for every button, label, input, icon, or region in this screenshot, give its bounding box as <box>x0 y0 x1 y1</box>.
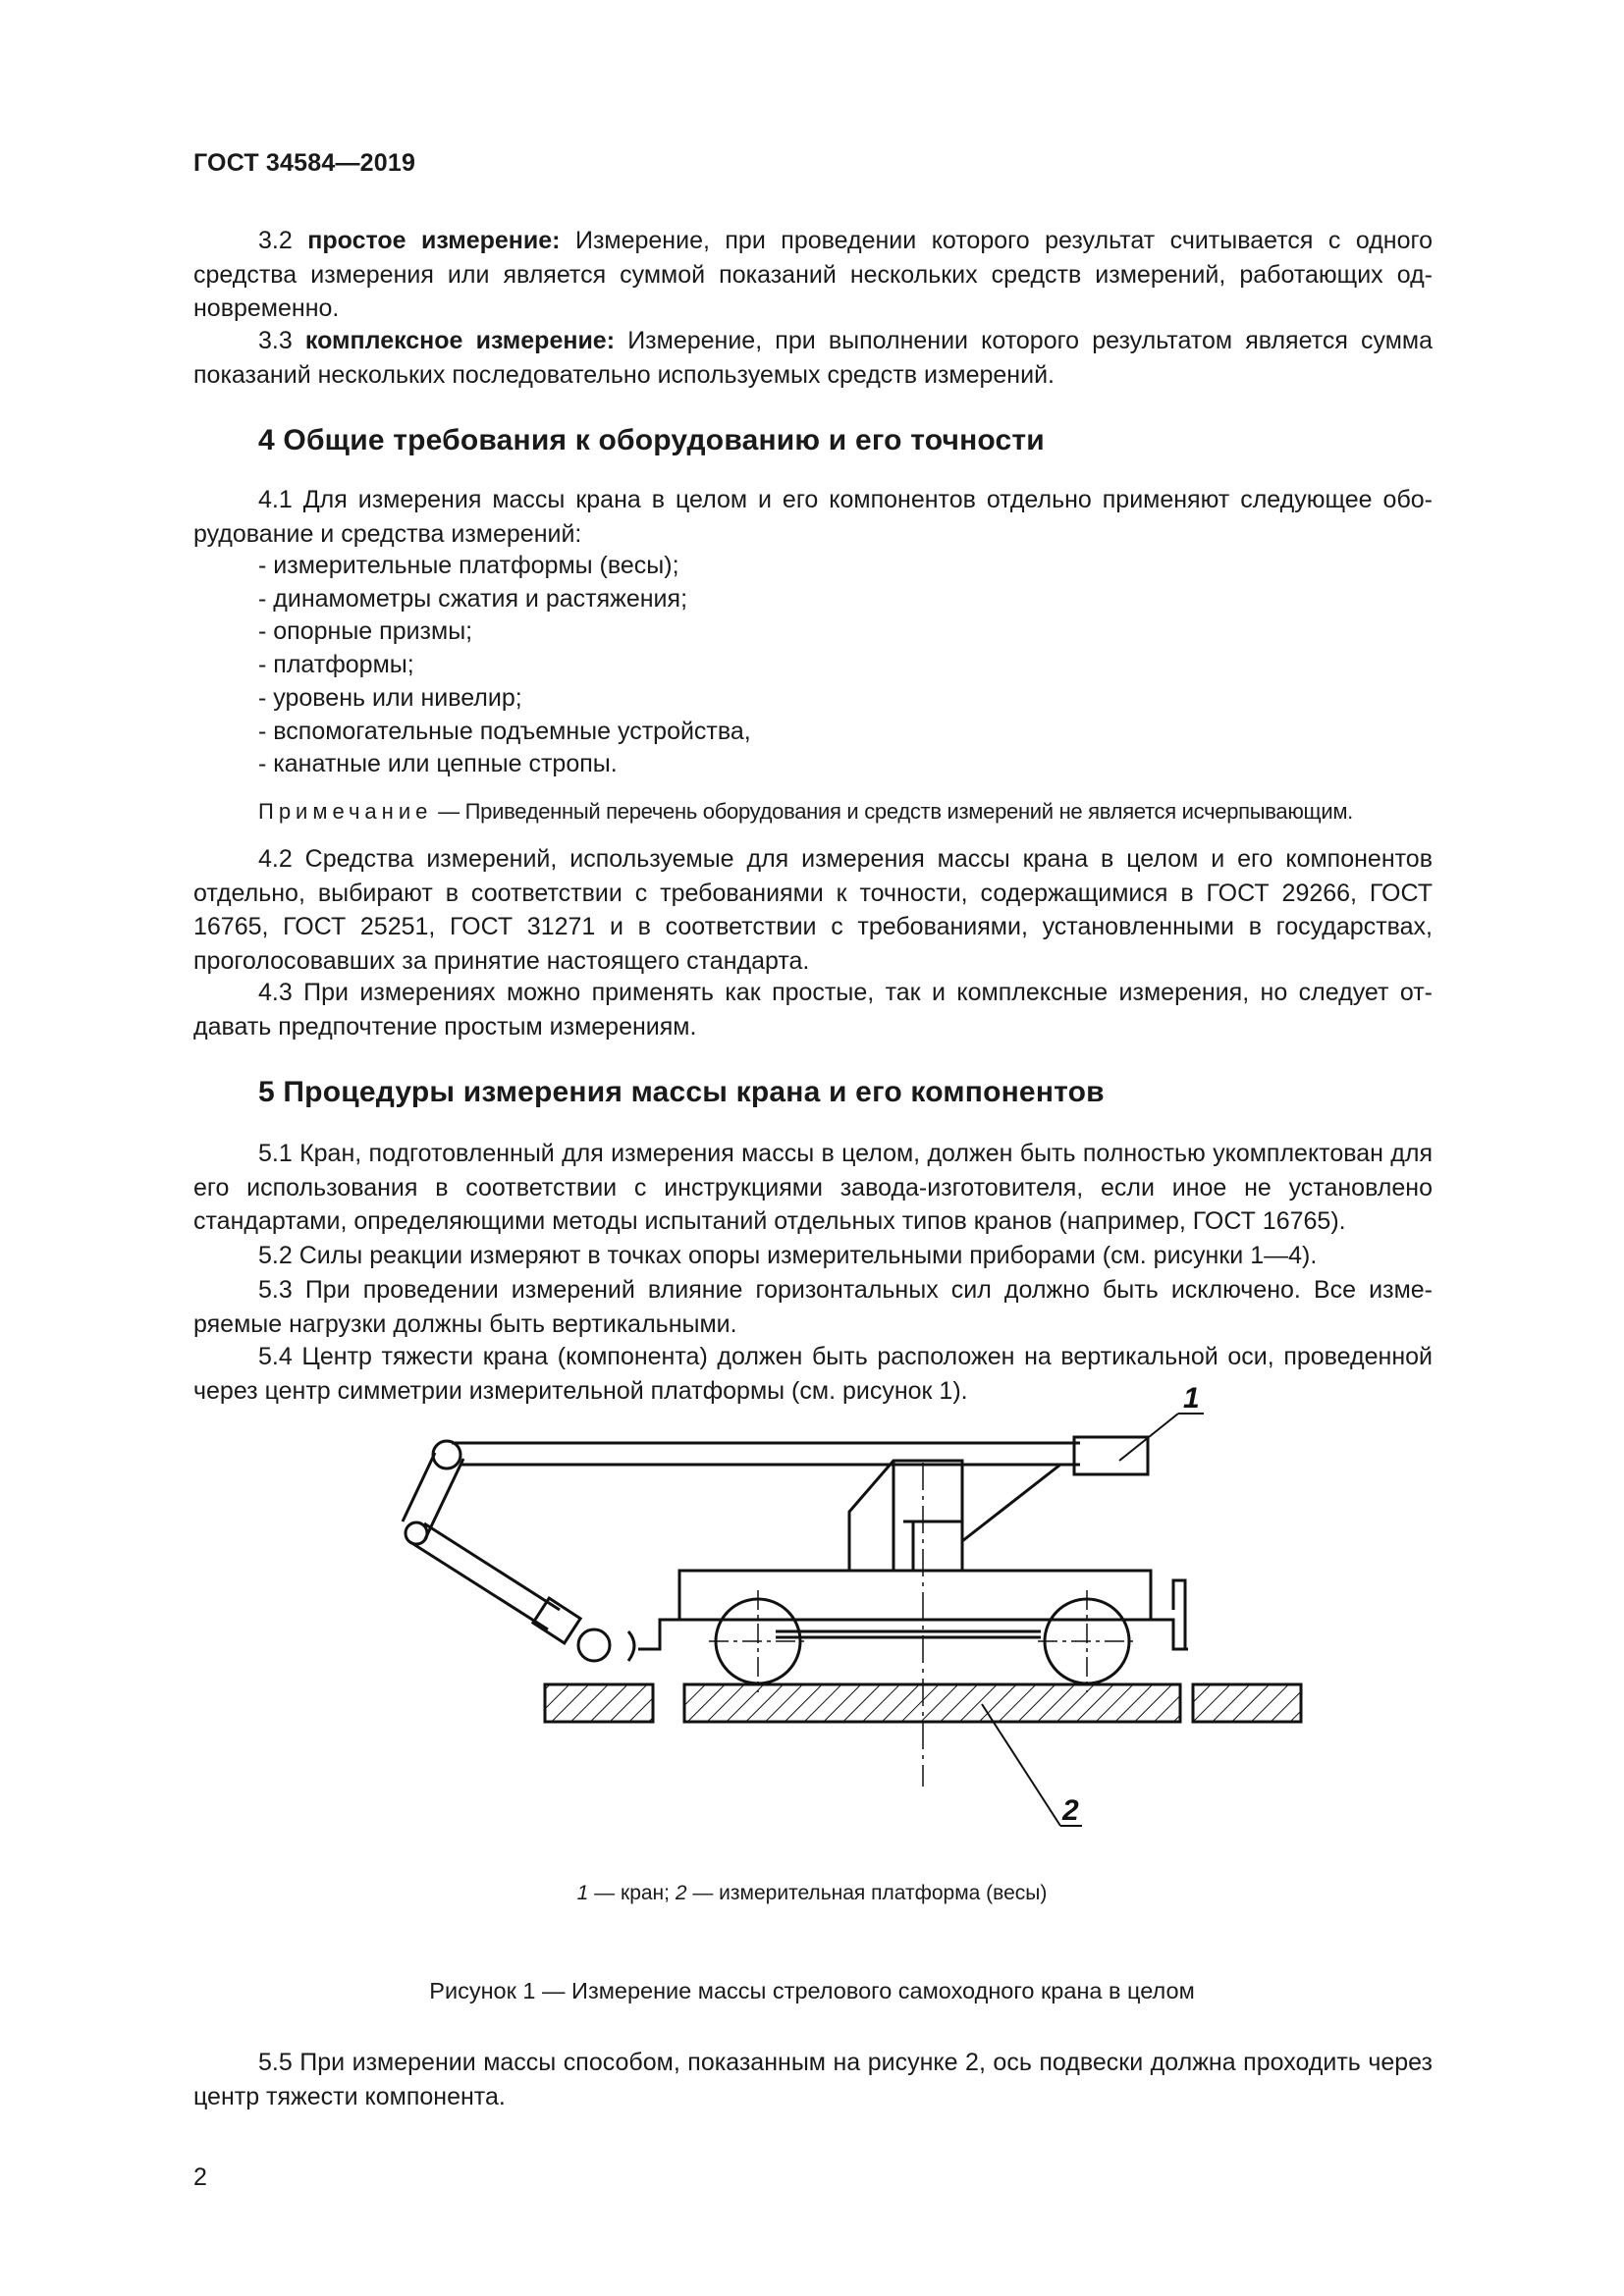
hook <box>578 1629 610 1661</box>
list-item: - динамометры сжатия и растяжения; <box>258 583 751 616</box>
cabin <box>849 1461 962 1571</box>
boom-head-pulley <box>433 1441 460 1468</box>
crane-figure <box>373 1382 1316 1875</box>
paragraph-5-1: 5.1 Кран, подготовленный для измерения массы в целом, должен быть полностью укомплектован для его использования в соответствии с инструкциями завода-изготовителя, если иное не установлено стандартами, определяющими методы испытаний отдельных типов кранов (например, ГОСТ 16765). <box>193 1140 1433 1235</box>
measuring-platform <box>684 1684 1180 1722</box>
chassis <box>679 1571 1151 1620</box>
section-4-heading: 4 Общие требования к оборудованию и его точности <box>258 424 1045 456</box>
side-platform-right <box>1193 1684 1301 1722</box>
note-text: — Приведенный перечень оборудования и средств измерений не является исчерпывающим. <box>438 799 1353 824</box>
definition-text: Измерение, при проведении которого результат считывается с одного средства измерения или является суммой показаний нескольких средств измерений, работающих одновременно. <box>193 227 1433 322</box>
term-complex-measurement: комплексное измерение: <box>304 327 616 354</box>
section-5-heading: 5 Процедуры измерения массы крана и его компонентов <box>258 1076 1105 1108</box>
callout-1-label: 1 <box>1183 1382 1200 1415</box>
list-item: - уровень или нивелир; <box>258 682 751 716</box>
document-header: ГОСТ 34584—2019 <box>193 149 416 177</box>
hook-bracket <box>628 1631 634 1661</box>
figure-caption: Рисунок 1 — Измерение массы стрелового самоходного крана в целом <box>429 1978 1195 2003</box>
term-simple-measurement: простое измерение: <box>307 227 561 254</box>
paragraph-5-5: 5.5 При измерении массы способом, показанным на рисунке 2, ось подвески должна проходить через центр тяжести компонента. <box>193 2049 1433 2110</box>
clause-number: 3.3 <box>258 327 293 354</box>
list-item: - опорные призмы; <box>258 615 751 649</box>
callout-2-label: 2 <box>1062 1794 1079 1827</box>
note-label: Примечание <box>258 799 433 824</box>
legend-number: 1 <box>576 1882 589 1904</box>
list-item: - канатные или цепные стропы. <box>258 748 751 781</box>
list-item: - измерительные платформы (весы); <box>258 550 751 583</box>
legend-text: — кран; <box>588 1882 676 1904</box>
paragraph-5-2: 5.2 Силы реакции измеряют в точках опоры измерительными приборами (см. рисунки 1—4). <box>258 1242 1318 1269</box>
hook-block <box>533 1598 580 1643</box>
paragraph-3-3 <box>193 324 1433 392</box>
paragraph-4-3: 4.3 При измерениях можно применять как простые, так и комплексные измерения, но следует отдавать предпочтение простым измерениям. <box>193 979 1433 1041</box>
page-number: 2 <box>193 2163 207 2191</box>
clause-number: 3.2 <box>258 227 293 254</box>
jib-pivot <box>406 1522 427 1544</box>
list-item: - платформы; <box>258 649 751 682</box>
paragraph-5-4: 5.4 Центр тяжести крана (компонента) должен быть расположен на вертикальной оси, проведенной через центр симметрии измерительной платформы (см. рисунок 1). <box>193 1343 1433 1405</box>
legend-text: — измерительная платформа (весы) <box>686 1882 1048 1904</box>
paragraph-5-3: 5.3 При проведении измерений влияние горизонтальных сил должно быть исключено. Все измеряемые нагрузки должны быть вертикальными. <box>193 1276 1433 1338</box>
legend-number: 2 <box>675 1882 687 1904</box>
figure-legend <box>0 1882 1624 1905</box>
equipment-list <box>258 550 751 781</box>
paragraph-4-1: 4.1 Для измерения массы крана в целом и его компонентов отдельно применяют следующее оборудование и средства измерений: <box>193 486 1433 548</box>
note <box>258 799 1353 825</box>
definition-text: Измерение, при выполнении которого результатом является сумма показаний нескольких последовательно используемых средств измерений. <box>193 327 1433 389</box>
counterweight-box <box>1074 1437 1148 1474</box>
paragraph-3-2 <box>193 224 1433 326</box>
side-platform-left <box>545 1684 653 1722</box>
list-item: - вспомогательные подъемные устройства, <box>258 716 751 749</box>
paragraph-4-2: 4.2 Средства измерений, используемые для измерения массы крана в целом и его компонентов отдельно, выбирают в соответствии с требованиями к точности, содержащимися в ГОСТ 29266, ГОСТ 16765, ГОСТ 25251, ГОСТ 31271 и в соответствии с требованиями, установленными в государствах, проголосовавших за принятие настоящего стандарта. <box>193 845 1433 975</box>
